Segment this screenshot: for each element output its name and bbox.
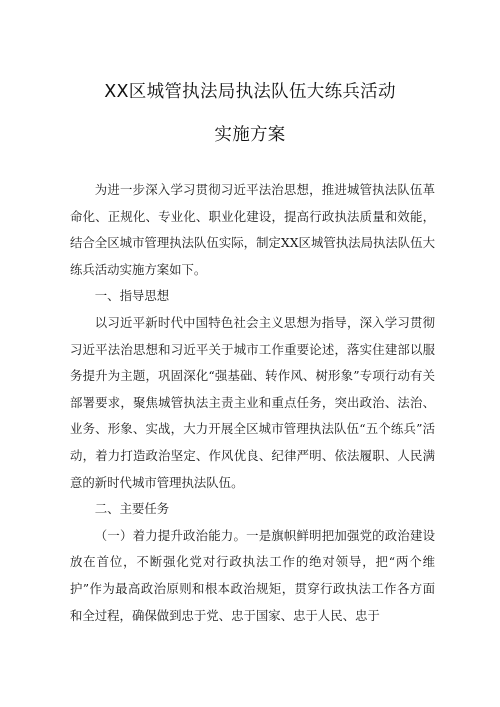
section-heading-guiding-ideology: 一、指导思想: [94, 288, 170, 304]
guiding-ideology-paragraph: 以习近平新时代中国特色社会主义思想为指导，深入学习贯彻习近平法治思想和习近平关于城市工作重要论述，落实住建部以服务提升为主题，巩固深化“强基础、转作风、树形象”专项行动有关部署要求，聚焦城管执法主责主业和重点任务，突出政治、法治、业务、形象、实战，大力开展全区城市管理执法队伍“五个练兵”活动，着力打造政治坚定、作风优良、纪律严明、依法履职、人民满意的新时代城市管理执法队伍。: [70, 314, 435, 490]
section-heading-main-tasks: 二、主要任务: [94, 501, 170, 517]
document-body: [70, 177, 435, 629]
document-title: XX区城管执法局执法队伍大练兵活动: [104, 82, 396, 102]
document-subtitle: 实施方案: [214, 125, 286, 145]
intro-paragraph: 为进一步深入学习贯彻习近平法治思想，推进城管执法队伍革命化、正规化、专业化、职业化建设，提高行政执法质量和效能，结合全区城市管理执法队伍实际，制定XX区城管执法局执法队伍大练兵活动实施方案如下。: [70, 182, 435, 277]
main-tasks-item-1-paragraph: （一）着力提升政治能力。一是旗帜鲜明把加强党的政治建设放在首位，不断强化党对行政执法工作的绝对领导，把“两个维护”作为最高政治原则和根本政治规矩，贯穿行政执法工作各方面和全过程，确保做到忠于党、忠于国家、忠于人民、忠于: [70, 527, 435, 623]
